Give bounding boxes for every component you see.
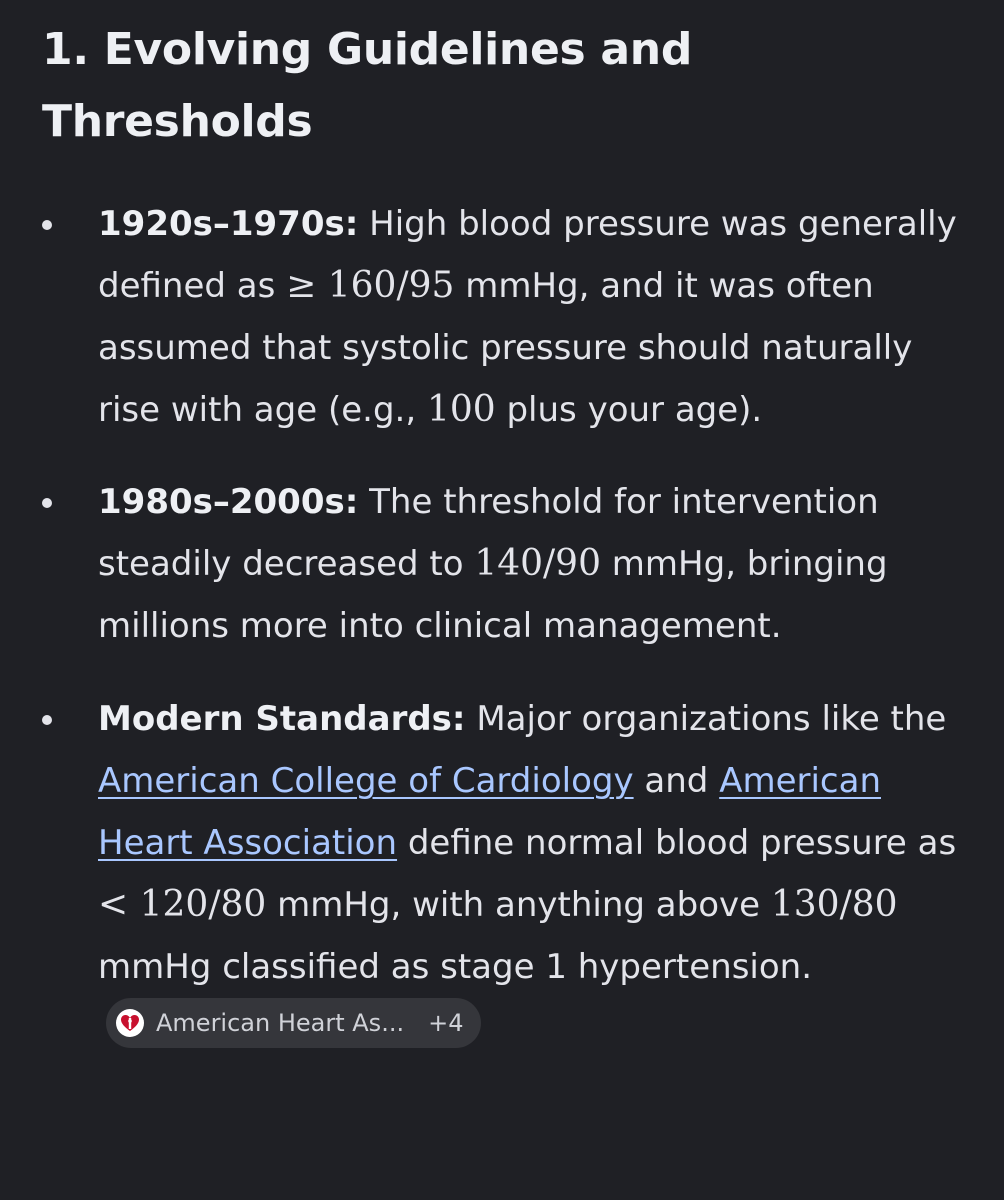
bullet-label: 1920s–1970s: [98,204,359,244]
bullet-dot [42,220,52,230]
bullet-label: Modern Standards: [98,699,466,739]
math-expression: 140/90 [474,543,601,584]
bullet-dot [42,498,52,508]
math-expression: 100 [426,389,496,430]
source-chip[interactable] [106,998,481,1048]
american-heart-association-logo-icon [116,1009,144,1037]
bullet-label: 1980s–2000s: [98,482,359,522]
bullet-text: Major organizations like the [465,699,947,739]
bullet-list [42,193,972,1060]
bullet-dot [42,715,52,725]
bullet-text: High blood pressure was generally defined as [98,204,957,306]
bullet-text: plus your age). [495,390,763,430]
bullet-text: define normal blood pressure as [397,823,957,863]
bullet-text: The threshold for intervention steadily decreased to [98,482,879,584]
bullet-text: mmHg classified as stage 1 hypertension. [98,947,813,987]
response-content [42,14,972,1060]
bullet-text: and [633,761,720,801]
source-chip-count: +4 [428,1009,464,1037]
bullet-item-modern-standards [42,688,972,1060]
bullet-item-1920s-1970s [42,193,972,441]
source-chip-label: American Heart As... [156,1009,405,1037]
link-american-heart-association[interactable]: American Heart Association [98,761,881,863]
math-expression: ≥ 160/95 [286,265,455,306]
bullet-text: mmHg, with anything above [266,885,771,925]
bullet-text: mmHg, and it was often assumed that systolic pressure should naturally rise with age (e.g., [98,266,913,430]
math-expression: 130/80 [770,884,898,925]
link-american-college-of-cardiology[interactable]: American College of Cardiology [98,761,634,801]
section-heading: 1. Evolving Guidelines and Thresholds [42,24,693,147]
bullet-item-1980s-2000s [42,471,972,657]
math-expression: < 120/80 [98,884,267,925]
bullet-text: mmHg, bringing millions more into clinical management. [98,544,888,646]
